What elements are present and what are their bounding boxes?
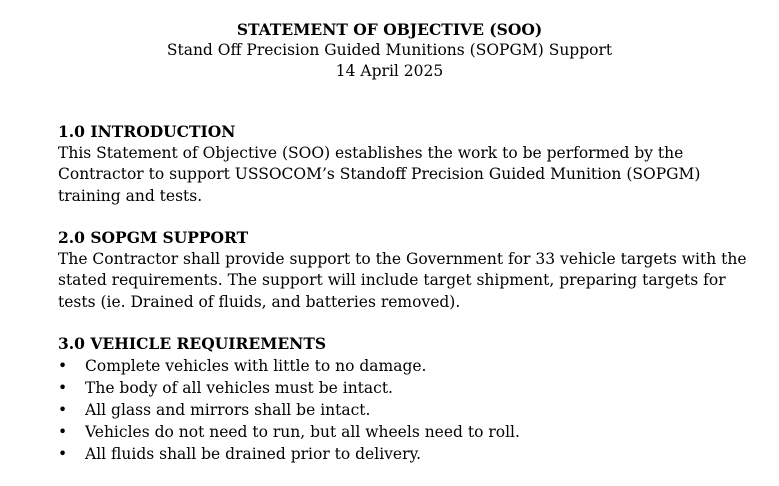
document-date: 14 April 2025 (335, 62, 444, 80)
bullet-icon: • (58, 400, 68, 419)
list-item (58, 421, 758, 443)
document-subtitle: Stand Off Precision Guided Munitions (SOPGM) Support (166, 41, 613, 59)
section-sopgm-support (58, 227, 758, 313)
list-item (58, 355, 758, 377)
list-item-text: The body of all vehicles must be intact. (85, 378, 393, 397)
list-item-text: Complete vehicles with little to no damage. (85, 356, 427, 375)
section-heading: 1.0 INTRODUCTION (58, 122, 236, 141)
document-header (0, 19, 779, 82)
section-heading: 2.0 SOPGM SUPPORT (58, 228, 249, 247)
list-item-text: All glass and mirrors shall be intact. (85, 400, 371, 419)
bullet-icon: • (58, 356, 68, 375)
document-title: STATEMENT OF OBJECTIVE (SOO) (236, 20, 543, 39)
requirements-list (58, 355, 758, 465)
list-item (58, 399, 758, 421)
section-introduction (58, 121, 758, 207)
section-vehicle-requirements (58, 333, 758, 465)
list-item-text: All fluids shall be drained prior to delivery. (85, 444, 422, 463)
section-body: This Statement of Objective (SOO) establishes the work to be performed by the Contractor to support USSOCOM’s Standoff Precision Guided Munition (SOPGM) training and tests. (58, 143, 701, 205)
list-item (58, 443, 758, 465)
list-item-text: Vehicles do not need to run, but all wheels need to roll. (85, 422, 520, 441)
section-heading: 3.0 VEHICLE REQUIREMENTS (58, 334, 327, 353)
bullet-icon: • (58, 444, 68, 463)
bullet-icon: • (58, 378, 68, 397)
bullet-icon: • (58, 422, 68, 441)
section-body: The Contractor shall provide support to the Government for 33 vehicle targets with the stated requirements. The support will include target shipment, preparing targets for tests (ie. Drained of fluids, and batteries removed). (58, 249, 747, 311)
list-item (58, 377, 758, 399)
